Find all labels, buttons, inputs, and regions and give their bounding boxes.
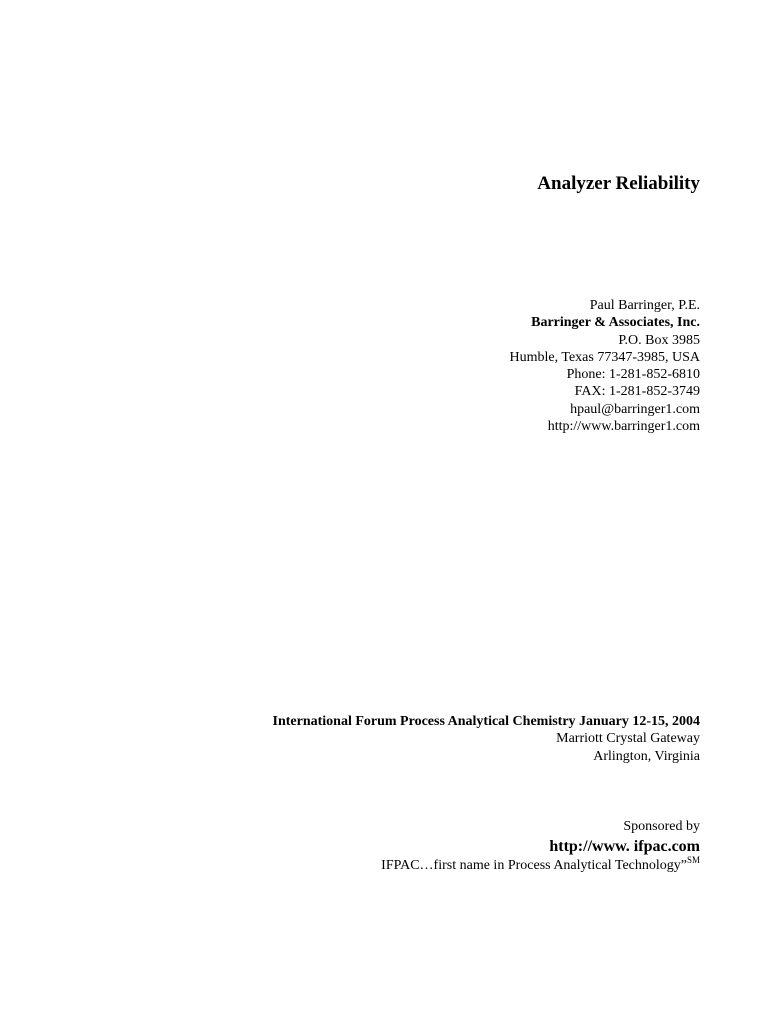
sponsor-tagline-text: IFPAC…first name in Process Analytical Technology” — [381, 858, 687, 874]
city-address: Humble, Texas 77347-3985, USA — [509, 349, 700, 365]
author-name: Paul Barringer, P.E. — [589, 298, 700, 313]
po-box: P.O. Box 3985 — [618, 332, 700, 348]
conference-name: International Forum Process Analytical Chemistry January 12-15, 2004 — [272, 714, 700, 729]
conference-block — [273, 713, 701, 765]
conference-location: Arlington, Virginia — [593, 748, 700, 764]
sponsor-label: Sponsored by — [623, 819, 700, 834]
sponsor-url: http://www. ifpac.com — [549, 838, 700, 856]
sponsor-tagline — [381, 857, 700, 874]
document-title: Analyzer Reliability — [537, 173, 700, 194]
conference-venue: Marriott Crystal Gateway — [556, 731, 700, 747]
author-website: http://www.barringer1.com — [547, 419, 700, 435]
company-name: Barringer & Associates, Inc. — [531, 315, 700, 331]
sponsor-block — [381, 818, 700, 875]
author-contact-block — [510, 297, 700, 435]
service-mark: SM — [686, 855, 700, 866]
fax-number: FAX: 1-281-852-3749 — [574, 384, 700, 400]
email-address: hpaul@barringer1.com — [570, 401, 700, 417]
phone-number: Phone: 1-281-852-6810 — [566, 367, 700, 383]
